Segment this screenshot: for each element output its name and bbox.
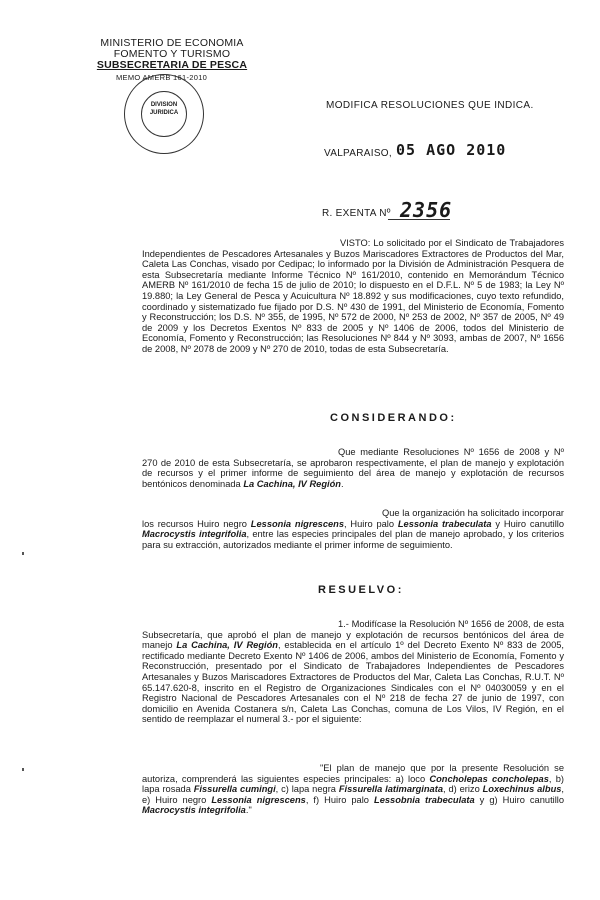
considerando-2-text-c: , Huiro palo [344, 518, 398, 529]
species-lessonia-trabeculata-quote: Lessobnia trabeculata [374, 794, 475, 805]
ministry-subtitle: FOMENTO Y TURISMO [113, 48, 231, 60]
visto-text: Lo solicitado por el Sindicato de Trabajadores Independientes de Pescadores Artesanales y Buzos Mariscadores Extractores de Productos del Mar, Caleta Las Conchas, visado por Cedipac; lo informado por la División de Administración Pesquera de esta Subsecretaría mediante Informe Técnico Nº 161/2010, contenido en Memorándum Técnico AMERB Nº 161/2010 de fecha 15 de julio de 2010; lo dispuesto en el D.F.L. Nº 5 de 1983; la Ley Nº 19.880; la Ley General de Pesca y Acuicultura Nº 18.892 y sus modificaciones, cuyo texto refundido, coordinado y sistematizado fue fijado por D.S. Nº 430 de 1991, del Ministerio de Economía, Fomento y Reconstrucción; los D.S. Nº 355, de 1995, Nº 572 de 2000, Nº 253 de 2002, Nº 357 de 2005, Nº 49 de 2009 y los Decretos Exentos Nº 833 de 2005 y Nº 1406 de 2006, todos del Ministerio de Economía, Fomento y Reconstrucción; las Resoluciones Nº 844 y Nº 3093, ambas de 2007, Nº 1656 de 2008, Nº 2078 de 2009 y Nº 270 de 2010, todas de esta Subsecretaría. [142, 238, 564, 354]
quote-text-e: , c) lapa negra [275, 784, 339, 795]
ministry-name: MINISTERIO DE ECONOMIA [100, 37, 244, 49]
stamp-center-text [125, 101, 203, 117]
ministry-header [92, 38, 252, 71]
resuelvo-area-name: La Cachina, IV Región [176, 640, 278, 651]
division-juridica-stamp [124, 74, 204, 154]
resuelvo-quoted-paragraph [142, 763, 564, 816]
resolution-label: R. EXENTA Nº [322, 208, 391, 219]
area-name: La Cachina, IV Región [243, 478, 341, 489]
considerando-2-text-e: y Huiro canutillo [491, 518, 564, 529]
considerando-2-text-a: Que la organización ha solicitado incorporar los recursos Huiro negro [142, 508, 564, 529]
species-lessonia-nigrescens: Lessonia nigrescens [250, 518, 345, 529]
visto-paragraph [142, 238, 564, 355]
species-macrocystis-integrifolia: Macrocystis integrifolia [142, 529, 247, 540]
considerando-2-text-g: , entre las especies principales del plan de manejo aprobado, y los criterios para su extracción, autorizados mediante el primer informe de seguimiento. [142, 529, 564, 550]
subsecretaria-name: SUBSECRETARIA DE PESCA [96, 59, 248, 71]
species-fissurella-cumingi: Fissurella cumingi [193, 784, 276, 795]
scan-speck [22, 768, 24, 771]
quote-text-c: , b) lapa rosada [142, 773, 564, 795]
considerando-1-text-a: Que mediante Resoluciones Nº 1656 de 2008 y Nº 270 de 2010 de esta Subsecretaría, se aprobaron respectivamente, el plan de manejo y explotación de recursos y el primer informe de seguimiento del área de manejo y explotación de recursos bentónicos denominada [142, 447, 564, 489]
species-concholepas: Concholepas concholepas [429, 773, 549, 784]
quote-text-k: , f) Huiro palo [305, 794, 375, 805]
handwritten-date: 05 AGO 2010 [396, 141, 507, 159]
resuelvo-1-text-c: , establecida en el artículo 1º del Decreto Exento Nº 833 de 2005, rectificado mediante Decreto Exento Nº 1406 de 2006, ambos del Ministerio de Economía, Fomento y Reconstrucción, presentado por el Sindicato de Trabajadores Independientes de Pescadores Artesanales y Buzos Mariscadores Extractores de Productos del Mar, Caleta Las Conchas, R.U.T. Nº 65.147.620-8, inscrito en el Registro de Organizaciones Sindicales con el Nº 04030059 y en el Registro Nacional de Pescadores Artesanales con el Nº 218 de fecha 27 de junio de 1997, con domicilio en Avenida Costanera s/n, Caleta Las Conchas, comuna de Los Vilos, IV Región, en el sentido de reemplazar el numeral 3.- por el siguiente: [142, 640, 565, 725]
species-lessonia-trabeculata: Lessonia trabeculata [397, 518, 492, 529]
stamp-line-1: DIVISION [150, 102, 178, 108]
scan-speck [22, 552, 24, 555]
visto-lead: VISTO: [340, 238, 371, 248]
memo-reference: MEMO AMERB 161-2010 [116, 73, 208, 82]
species-lessonia-nigrescens-quote: Lessonia nigrescens [211, 794, 306, 805]
species-fissurella-latimarginata: Fissurella latimarginata [338, 784, 443, 795]
quote-text-a: "El plan de manejo que por la presente Resolución se autoriza, comprenderá las siguientes especies principales: a) loco [142, 763, 564, 784]
place-label: VALPARAISO, [324, 148, 392, 159]
quote-text-m: y g) Huiro canutillo [474, 794, 565, 805]
quote-text-o: ." [245, 805, 252, 816]
quote-text-g: , d) erizo [443, 784, 483, 795]
resuelvo-1-text-a: 1.- Modifícase la Resolución Nº 1656 de 2008, de esta Subsecretaría, que aprobó el plan de manejo y explotación de recursos bentónicos del área de manejo [142, 619, 564, 651]
handwritten-underline [388, 219, 450, 220]
considerando-1-text-c: . [340, 478, 344, 489]
considerando-heading: CONSIDERANDO: [330, 412, 457, 424]
species-loxechinus-albus: Loxechinus albus [482, 784, 562, 795]
quote-text-i: , e) Huiro negro [142, 784, 565, 805]
species-macrocystis-quote: Macrocystis integrifolia [142, 805, 246, 816]
considerando-paragraph-1 [142, 447, 564, 489]
resuelvo-heading: RESUELVO: [318, 584, 404, 596]
stamp-line-2: JURIDICA [149, 110, 179, 116]
considerando-paragraph-2 [142, 508, 564, 550]
resolution-number: 2356 [400, 198, 453, 222]
resuelvo-paragraph-1 [142, 619, 564, 725]
document-subject: MODIFICA RESOLUCIONES QUE INDICA. [326, 100, 534, 111]
